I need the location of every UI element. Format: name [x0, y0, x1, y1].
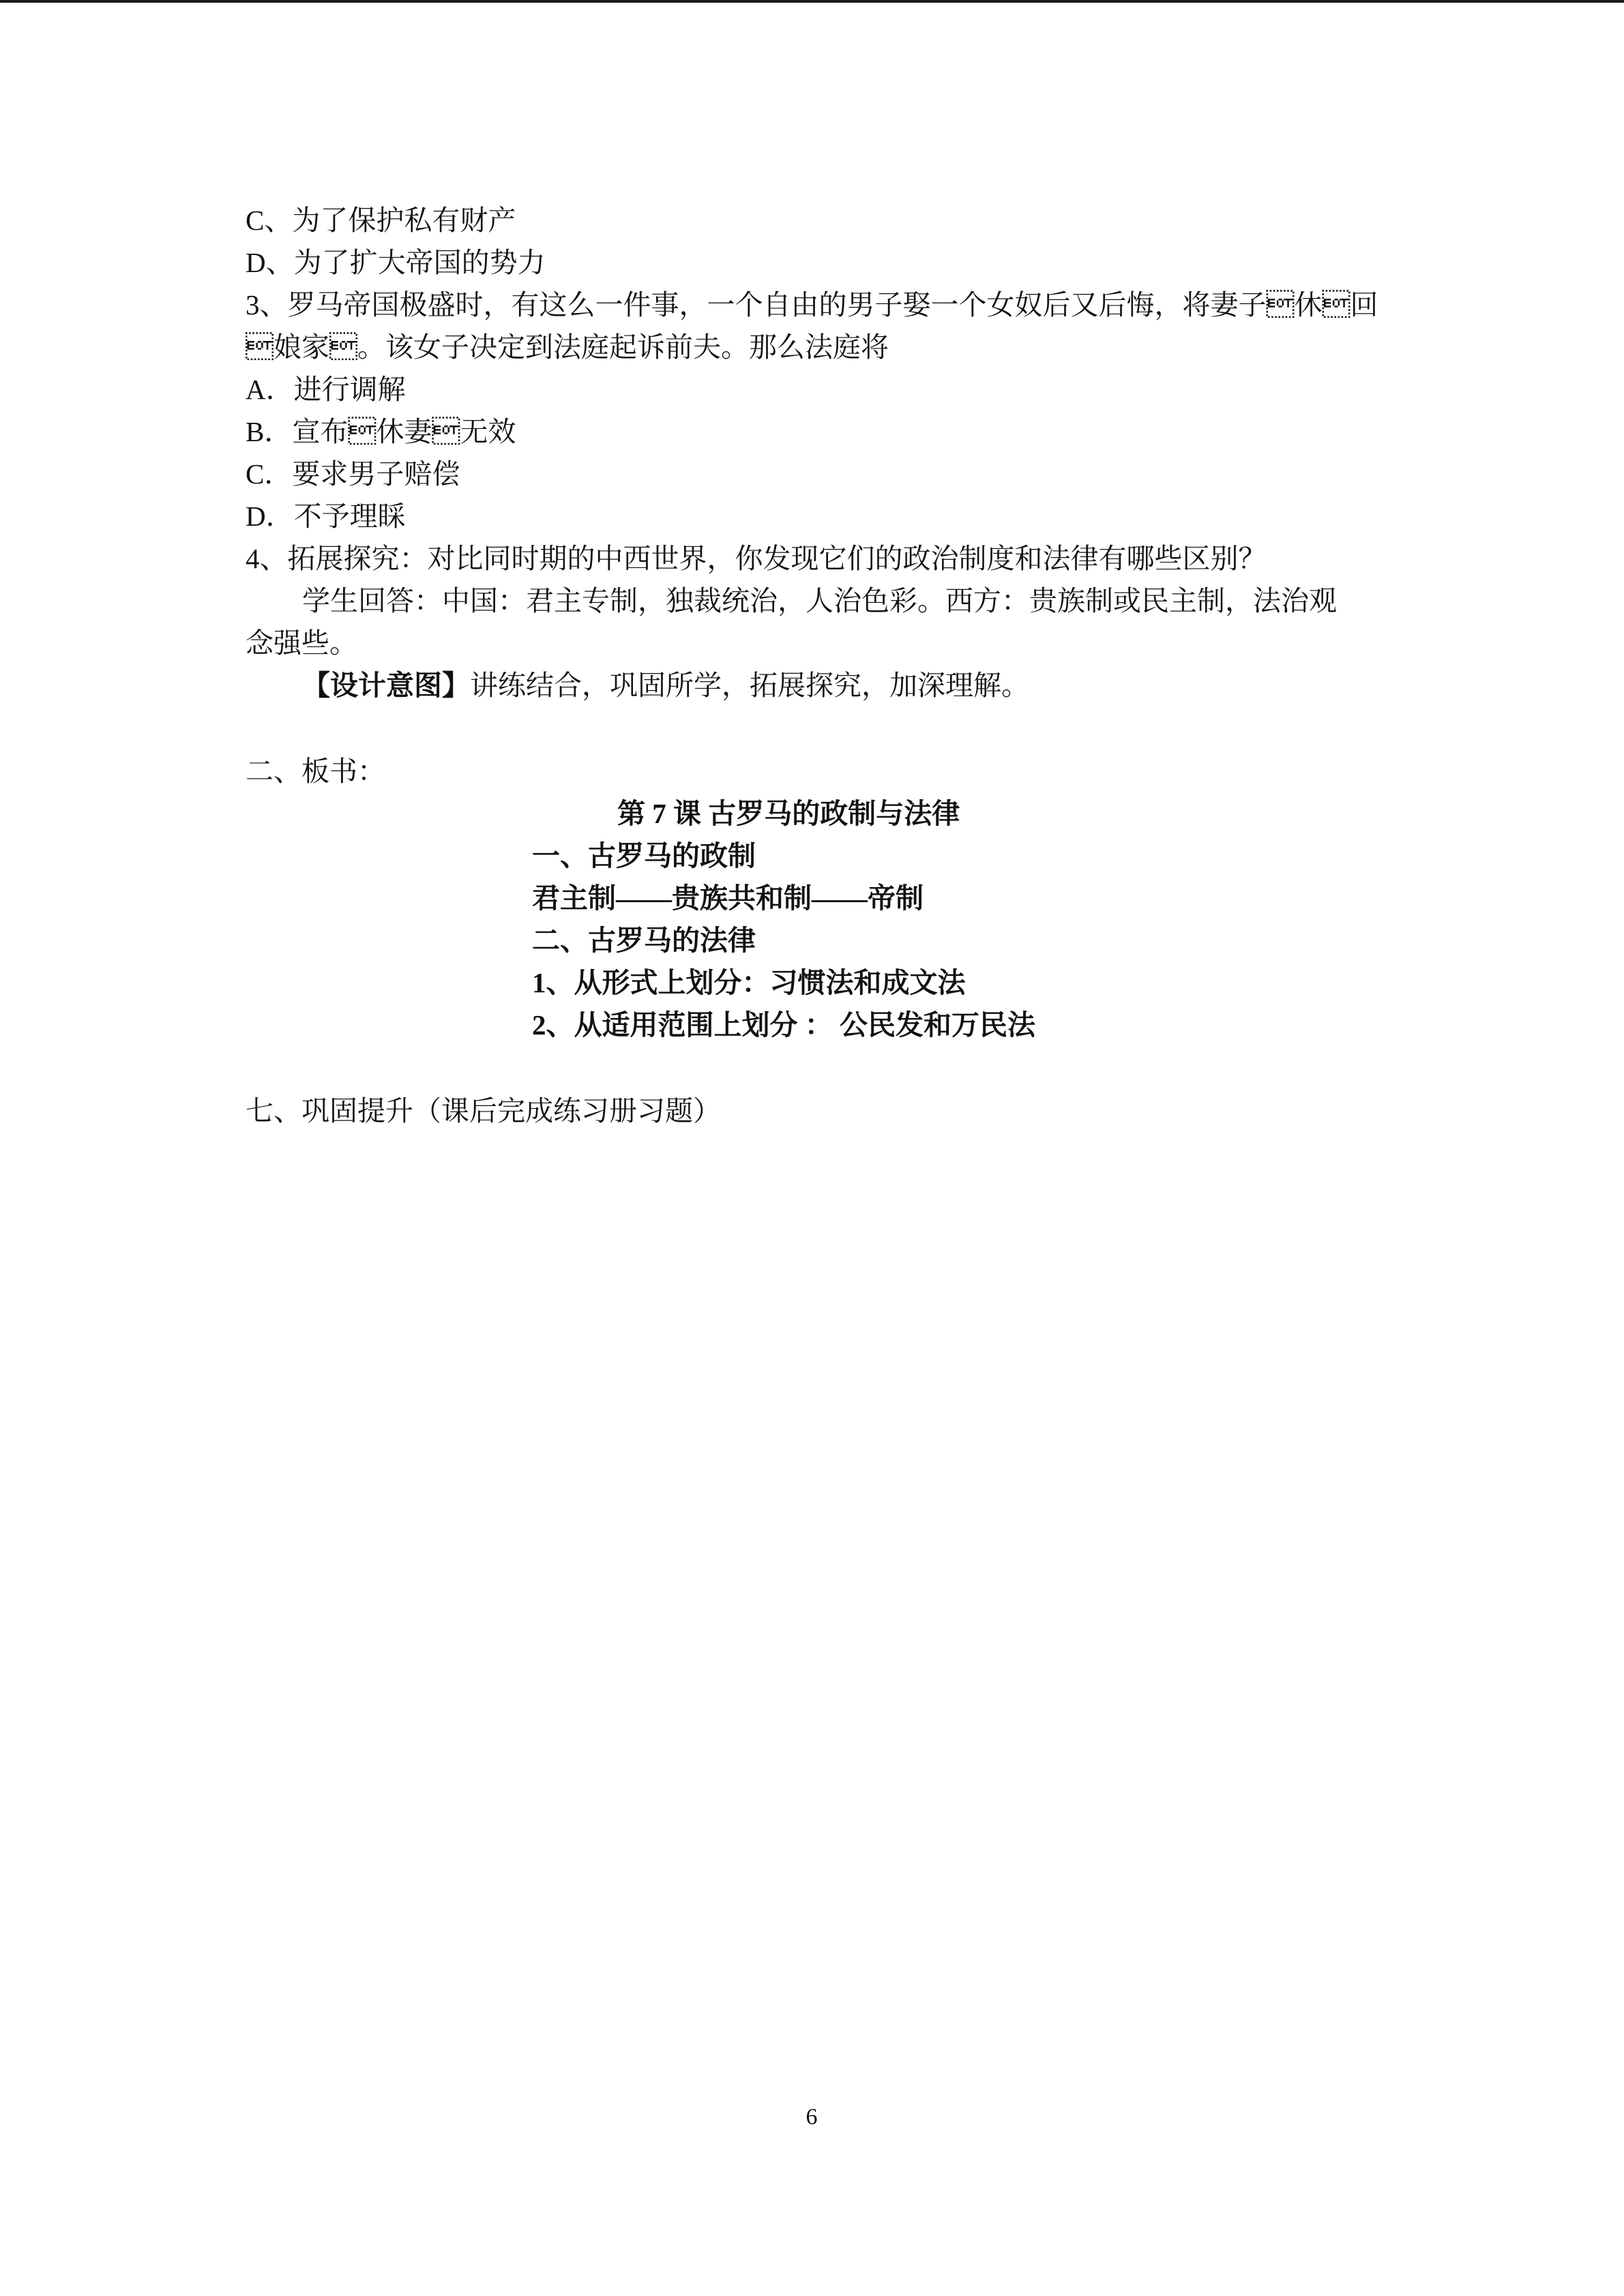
q3-stem-line-1: 3、罗马帝国极盛时，有这么一件事，一个自由的男子娶一个女奴后又后悔，将妻子休回 — [246, 289, 1378, 320]
design-intent-paragraph — [302, 664, 1029, 706]
q3-option-d: D．不予理睬 — [246, 501, 406, 532]
q4-answer-line-2: 念强些。 — [246, 627, 357, 659]
design-intent-text: 讲练结合，巩固所学，拓展探究，加深理解。 — [470, 670, 1029, 701]
board-item-2-detail-2: 2、从适用范围上划分 ： 公民发和万民法 — [532, 1009, 1035, 1041]
q2-option-d: D、为了扩大帝国的势力 — [246, 247, 546, 278]
design-intent-label: 【设计意图】 — [302, 670, 470, 701]
q2-option-c: C、为了保护私有财产 — [246, 205, 516, 236]
board-heading: 二、板书： — [246, 756, 385, 787]
board-item-1: 一、古罗马的政制 — [532, 840, 756, 871]
q3-option-a: A．进行调解 — [246, 374, 406, 405]
board-item-2: 二、古罗马的法律 — [532, 925, 756, 956]
q3-option-b: B．宣布休妻无效 — [246, 416, 516, 447]
page-number: 6 — [806, 2104, 818, 2130]
board-title: 第 7 课 古罗马的政制与法律 — [617, 798, 960, 829]
q4-answer-line-1: 学生回答：中国：君主专制，独裁统治，人治色彩。西方：贵族制或民主制，法治观 — [302, 585, 1337, 616]
q3-stem-line-2: 娘家。该女子决定到法庭起诉前夫。那么法庭将 — [246, 331, 889, 363]
q4-stem: 4、拓展探究：对比同时期的中西世界，你发现它们的政治制度和法律有哪些区别？ — [246, 543, 1267, 574]
q3-option-c: C．要求男子赔偿 — [246, 458, 460, 490]
consolidation-heading: 七、巩固提升（课后完成练习册习题） — [246, 1095, 721, 1127]
board-item-1-detail: 君主制——贵族共和制——帝制 — [532, 882, 924, 914]
board-item-2-detail-1: 1、从形式上划分：习惯法和成文法 — [532, 967, 966, 998]
